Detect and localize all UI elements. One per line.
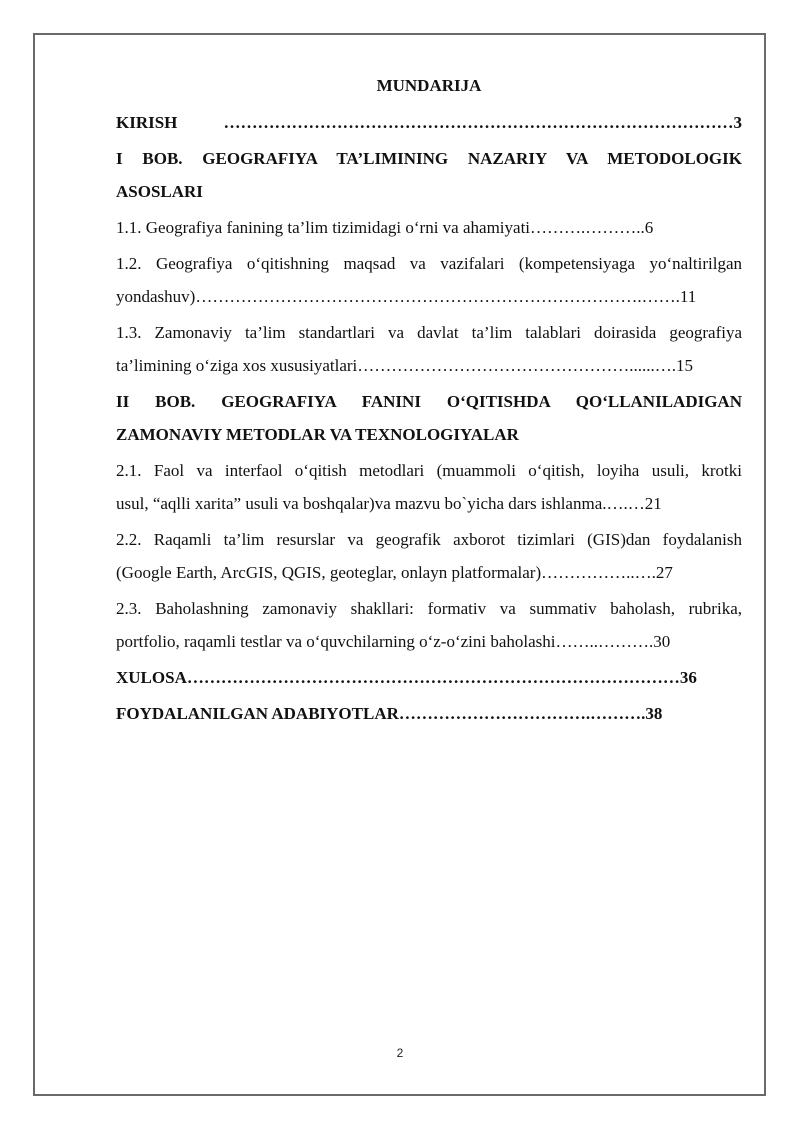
toc-entry-1-3	[116, 316, 742, 382]
toc-entry-conclusion: XULOSA……………………………………………………………………………36	[116, 668, 697, 687]
toc-entry-line: portfolio, raqamli testlar va o‘quvchilarning o‘z-o‘zini baholashi……..……….30	[116, 632, 671, 651]
table-of-contents	[116, 74, 742, 733]
toc-entry-line: usul, “aqlli xarita” usuli va boshqalar)va mazvu bo`yicha dars ishlanma.….…21	[116, 494, 662, 513]
toc-entry-line: II BOB. GEOGRAFIYA FANINI O‘QITISHDA QO‘LLANILADIGAN	[116, 392, 742, 411]
toc-entry-2-2	[116, 523, 742, 589]
toc-entry-1-2	[116, 247, 742, 313]
toc-entry-introduction: KIRISH ………………………………………………………………………………3	[116, 113, 742, 132]
toc-entry-chapter-1	[116, 142, 742, 208]
toc-entry-line: 2.3. Baholashning zamonaviy shakllari: formativ va summativ baholash, rubrika,	[116, 599, 742, 618]
toc-entry-line: I BOB. GEOGRAFIYA TA’LIMINING NAZARIY VA METODOLOGIK	[116, 149, 742, 168]
toc-entry-line: 2.2. Raqamli ta’lim resurslar va geografik axborot tizimlari (GIS)dan foydalanish	[116, 530, 742, 549]
toc-entry-line: ZAMONAVIY METODLAR VA TEXNOLOGIYALAR	[116, 425, 519, 444]
toc-entry-1-1: 1.1. Geografiya fanining ta’lim tizimidagi o‘rni va ahamiyati……….………..6	[116, 218, 654, 237]
toc-entry-line: ASOSLARI	[116, 182, 203, 201]
toc-entry-line: 1.2. Geografiya o‘qitishning maqsad va vazifalari (kompetensiyaga yo‘naltirilgan	[116, 254, 742, 273]
toc-entry-line: (Google Earth, ArcGIS, QGIS, geoteglar, onlayn platformalar)……………..….27	[116, 563, 673, 582]
page-number: 2	[396, 1046, 404, 1060]
toc-entry-2-3	[116, 592, 742, 658]
toc-entry-line: yondashuv)…………………………………………………………………….…….11	[116, 287, 697, 306]
toc-entry-line: 2.1. Faol va interfaol o‘qitish metodlari (muammoli o‘qitish, loyiha usuli, krotki	[116, 461, 742, 480]
toc-entry-line: ta’limining o‘ziga xos xususiyatlari…………………………………………......….15	[116, 356, 694, 375]
toc-entry-line: 1.3. Zamonaviy ta’lim standartlari va davlat ta’lim talablari doirasida geografiya	[116, 323, 742, 342]
toc-entry-references: FOYDALANILGAN ADABIYOTLAR…………………………….……….38	[116, 704, 663, 723]
page-title: MUNDARIJA	[376, 76, 482, 95]
toc-entry-chapter-2	[116, 385, 742, 451]
toc-entry-2-1	[116, 454, 742, 520]
